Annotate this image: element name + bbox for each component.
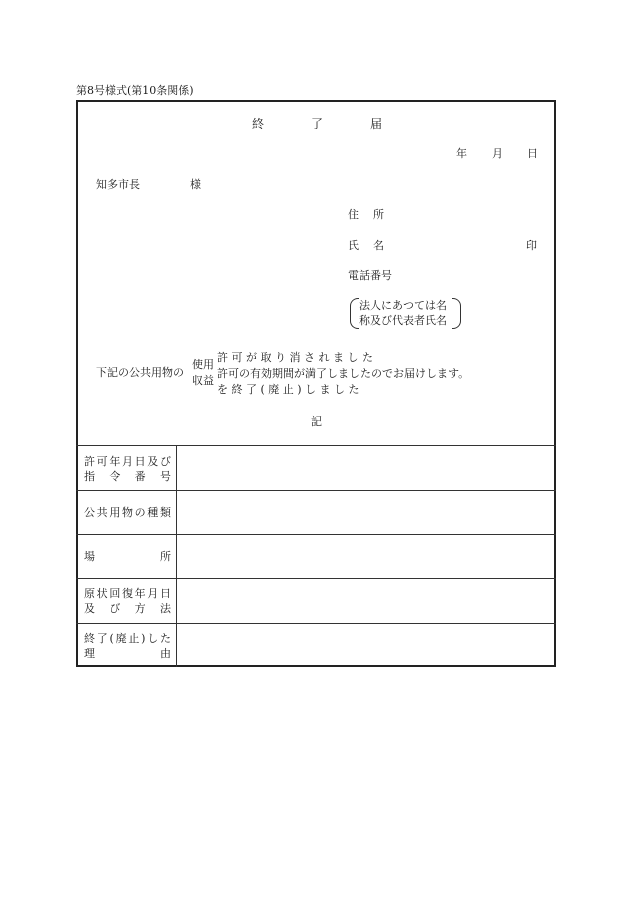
row-restore-label-line2: 及 び 方 法 (84, 602, 171, 615)
date-month: 月 (492, 147, 503, 160)
corp-note-line-2: 称及び代表者氏名 (359, 314, 447, 327)
corp-note-open-paren (350, 298, 359, 329)
row-restore-label-line1: 原 状 回 復 年 月 日 (84, 587, 171, 600)
row-place-label: 場 所 (84, 550, 171, 563)
date-year: 年 (456, 147, 467, 160)
row-permit-label-line1: 許 可 年 月 日 及 び (84, 455, 171, 468)
table-divider-4 (76, 623, 556, 624)
statement-prefix: 下記の公共用物の (96, 366, 184, 379)
statement-option-revoked: 許 可 が 取 り 消 さ れ ま し た (217, 351, 373, 364)
table-column-divider (176, 445, 177, 667)
corp-note-close-paren (452, 298, 461, 329)
address-label: 住 所 (348, 208, 384, 221)
phone-label: 電話番号 (348, 269, 392, 282)
ki-note-label: 記 (311, 415, 322, 428)
table-divider-top (76, 445, 556, 446)
addressee-honorific: 様 (190, 178, 201, 191)
statement-type-use: 使用 (192, 358, 214, 371)
form-number-label: 第8号様式(第10条関係) (76, 84, 194, 97)
statement-option-expired: 許可の有効期間が満了しましたのでお届けします。 (217, 367, 470, 380)
statement-type-profit: 収益 (192, 374, 214, 387)
table-divider-3 (76, 578, 556, 579)
addressee-name: 知多市長 (96, 178, 140, 191)
row-permit-label-line2: 指 令 番 号 (84, 470, 171, 483)
table-divider-2 (76, 534, 556, 535)
row-reason-label-line1: 終 了 ( 廃 止 ) し た (84, 632, 171, 645)
corp-note-line-1: 法人にあつては名 (359, 299, 447, 312)
seal-mark: 印 (526, 239, 537, 252)
date-day: 日 (527, 147, 538, 160)
row-reason-label-line2: 理 由 (84, 647, 171, 660)
table-divider-1 (76, 490, 556, 491)
name-label: 氏 名 (348, 239, 384, 252)
row-type-label: 公 共 用 物 の 種 類 (84, 506, 171, 519)
document-title: 終 了 届 (252, 117, 382, 131)
statement-option-ended: を 終 了 ( 廃 止 ) し ま し た (217, 383, 360, 396)
